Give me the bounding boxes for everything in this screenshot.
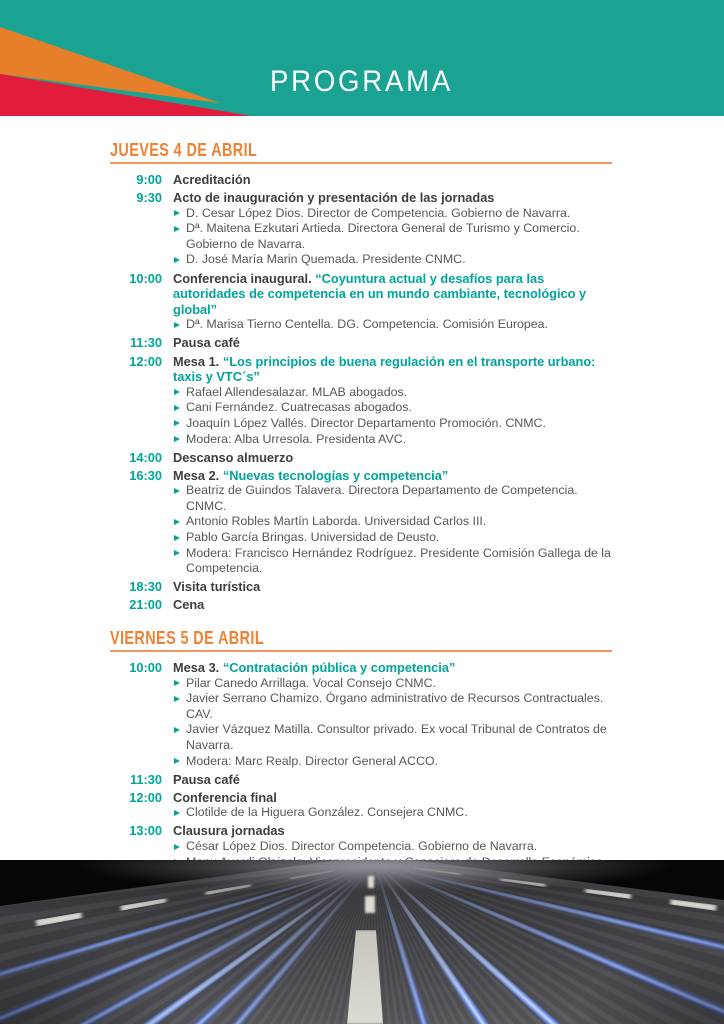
speaker-text: Modera: Alba Urresola. Presidenta AVC. <box>186 431 407 446</box>
speaker-text: César López Dios. Director Competencia. Gobierno de Navarra. <box>186 839 538 854</box>
item-content <box>173 579 612 595</box>
bullet-arrow-icon <box>174 322 180 328</box>
item-title: Clausura jornadas <box>173 823 285 839</box>
speaker-text: Rafael Allendesalazar. MLAB abogados. <box>186 384 408 399</box>
schedule-item <box>110 660 612 769</box>
day-title <box>110 628 612 652</box>
bullet-arrow-icon <box>174 727 180 733</box>
speaker-text: Javier Vázquez Matilla. Consultor privado. Ex vocal Tribunal de Contratos de Navarra. <box>186 722 607 752</box>
item-content <box>173 172 612 188</box>
speaker-item <box>174 805 612 821</box>
schedule-item <box>110 190 612 268</box>
day-title-text: VIERNES 5 DE ABRIL <box>110 627 265 649</box>
bullet-arrow-icon <box>174 535 180 541</box>
item-heading <box>173 271 612 318</box>
item-time: 12:00 <box>129 353 162 369</box>
item-heading <box>173 468 612 484</box>
schedule-item <box>110 790 612 821</box>
item-content <box>173 335 612 351</box>
schedule-item <box>110 172 612 188</box>
item-time: 16:30 <box>129 467 162 483</box>
road-photo-image <box>0 860 724 1024</box>
speaker-item <box>174 514 612 530</box>
item-title: Pausa café <box>173 771 240 787</box>
speaker-text: Modera: Francisco Hernández Rodríguez. Presidente Comisión Gallega de la Competencia. <box>186 545 611 576</box>
item-content <box>173 271 612 333</box>
item-time: 9:30 <box>136 190 162 206</box>
item-title: Mesa 2. <box>173 467 220 483</box>
page-title: PROGRAMA <box>270 65 454 98</box>
day-title-text: JUEVES 4 DE ABRIL <box>110 139 258 160</box>
schedule-item <box>110 335 612 351</box>
speaker-item <box>174 252 612 268</box>
schedule <box>110 116 612 922</box>
speaker-item <box>174 206 612 222</box>
bullet-arrow-icon <box>174 226 180 232</box>
speaker-list <box>173 206 612 268</box>
bullet-arrow-icon <box>174 405 180 411</box>
bullet-arrow-icon <box>174 257 180 263</box>
item-heading <box>173 772 612 788</box>
item-heading <box>173 579 612 595</box>
speaker-text: Javier Serrano Chamizo. Órgano administrativo de Recursos Contractuales. CAV. <box>186 691 604 721</box>
bullet-arrow-icon <box>174 210 180 216</box>
speaker-item <box>174 722 612 753</box>
item-subtitle: “Contratación pública y competencia” <box>222 660 456 676</box>
item-time: 13:00 <box>129 823 162 839</box>
item-title: Visita turística <box>173 579 261 595</box>
item-title: Descanso almuerzo <box>173 449 294 465</box>
speaker-item <box>174 754 612 770</box>
item-time: 12:00 <box>129 789 162 805</box>
speaker-item <box>174 483 612 514</box>
bullet-arrow-icon <box>174 550 180 556</box>
speaker-item <box>174 317 612 333</box>
item-time: 21:00 <box>129 597 162 613</box>
item-time: 10:00 <box>129 270 162 286</box>
speaker-text: Dª. Maitena Ezkutari Artieda. Directora General de Turismo y Comercio. Gobierno de Navarra. <box>186 221 580 251</box>
item-content <box>173 190 612 268</box>
schedule-item <box>110 271 612 333</box>
item-heading <box>173 450 612 466</box>
bullet-arrow-icon <box>174 810 180 816</box>
item-content <box>173 354 612 448</box>
speaker-text: Joaquín López Vallés. Director Departamento Promoción. CNMC. <box>186 415 546 430</box>
schedule-item <box>110 597 612 613</box>
schedule-item <box>110 772 612 788</box>
item-time: 9:00 <box>136 172 162 187</box>
speaker-item <box>174 691 612 722</box>
item-time: 18:30 <box>129 579 162 595</box>
speaker-item <box>174 676 612 692</box>
speaker-text: Pilar Canedo Arrillaga. Vocal Consejo CNMC. <box>186 675 436 690</box>
item-heading <box>173 354 612 385</box>
speaker-item <box>174 839 612 855</box>
bullet-arrow-icon <box>174 680 180 686</box>
item-content <box>173 660 612 769</box>
item-title: Mesa 3. <box>173 660 220 676</box>
speaker-item <box>174 385 612 401</box>
center-dash <box>368 876 374 888</box>
item-title: Cena <box>173 597 205 613</box>
speaker-text: Pablo García Bringas. Universidad de Deusto. <box>186 530 440 545</box>
speaker-list <box>173 676 612 770</box>
day-items <box>110 164 612 613</box>
item-content <box>173 468 612 577</box>
item-time: 14:00 <box>129 449 162 465</box>
item-heading <box>173 597 612 613</box>
speaker-list <box>173 385 612 447</box>
speaker-item <box>174 221 612 252</box>
item-heading <box>173 335 612 351</box>
item-heading <box>173 823 612 839</box>
item-heading <box>173 172 612 188</box>
item-subtitle: “Nuevas tecnologías y competencia” <box>222 467 449 483</box>
speaker-text: Beatriz de Guindos Talavera. Directora Departamento de Competencia. CNMC. <box>186 483 578 513</box>
speaker-text: D. José María Marin Quemada. Presidente CNMC. <box>186 252 466 267</box>
banner <box>0 0 724 116</box>
speaker-text: D. Cesar López Dios. Director de Competencia. Gobierno de Navarra. <box>186 205 571 220</box>
item-time: 10:00 <box>129 660 162 676</box>
item-title: Acto de inauguración y presentación de las jornadas <box>173 190 495 206</box>
day-section <box>110 140 612 613</box>
item-title: Pausa café <box>173 335 240 351</box>
speaker-text: Dª. Marisa Tierno Centella. DG. Competencia. Comisión Europea. <box>186 317 549 332</box>
bullet-arrow-icon <box>174 389 180 395</box>
speaker-item <box>174 400 612 416</box>
item-content <box>173 790 612 821</box>
speaker-text: Antonio Robles Martín Laborda. Universidad Carlos III. <box>186 514 487 529</box>
speaker-item <box>174 546 612 577</box>
day-title <box>110 140 612 164</box>
speaker-text: Modera: Marc Realp. Director General ACCO. <box>186 753 439 768</box>
schedule-item <box>110 579 612 595</box>
item-content <box>173 450 612 466</box>
item-content <box>173 597 612 613</box>
bullet-arrow-icon <box>174 519 180 525</box>
item-content <box>173 772 612 788</box>
item-title: Conferencia final <box>173 789 277 805</box>
bullet-arrow-icon <box>174 696 180 702</box>
item-heading <box>173 790 612 806</box>
item-time: 11:30 <box>129 771 162 787</box>
speaker-list <box>173 483 612 577</box>
speaker-list <box>173 317 612 333</box>
bullet-arrow-icon <box>174 758 180 764</box>
item-title: Conferencia inaugural. <box>173 270 312 286</box>
speaker-item <box>174 432 612 448</box>
item-title: Mesa 1. <box>173 353 220 369</box>
item-subtitle: “Los principios de buena regulación en el transporte urbano: taxis y VTC´s” <box>173 353 596 385</box>
bullet-arrow-icon <box>174 844 180 850</box>
bullet-arrow-icon <box>174 436 180 442</box>
center-dash <box>365 896 375 913</box>
item-subtitle: “Coyuntura actual y desafíos para las autoridades de competencia en un mundo cambiante, tecnológico y global” <box>173 270 587 317</box>
speaker-text: Clotilde de la Higuera González. Consejera CNMC. <box>186 805 468 820</box>
speaker-item <box>174 416 612 432</box>
schedule-item <box>110 450 612 466</box>
item-time: 11:30 <box>129 335 162 351</box>
bullet-arrow-icon <box>174 488 180 494</box>
schedule-item <box>110 354 612 448</box>
speaker-list <box>173 805 612 821</box>
item-heading <box>173 660 612 676</box>
speaker-item <box>174 530 612 546</box>
item-title: Acreditación <box>173 172 251 187</box>
schedule-item <box>110 468 612 577</box>
bullet-arrow-icon <box>174 420 180 426</box>
item-heading <box>173 190 612 206</box>
speaker-text: Cani Fernández. Cuatrecasas abogados. <box>186 400 412 415</box>
